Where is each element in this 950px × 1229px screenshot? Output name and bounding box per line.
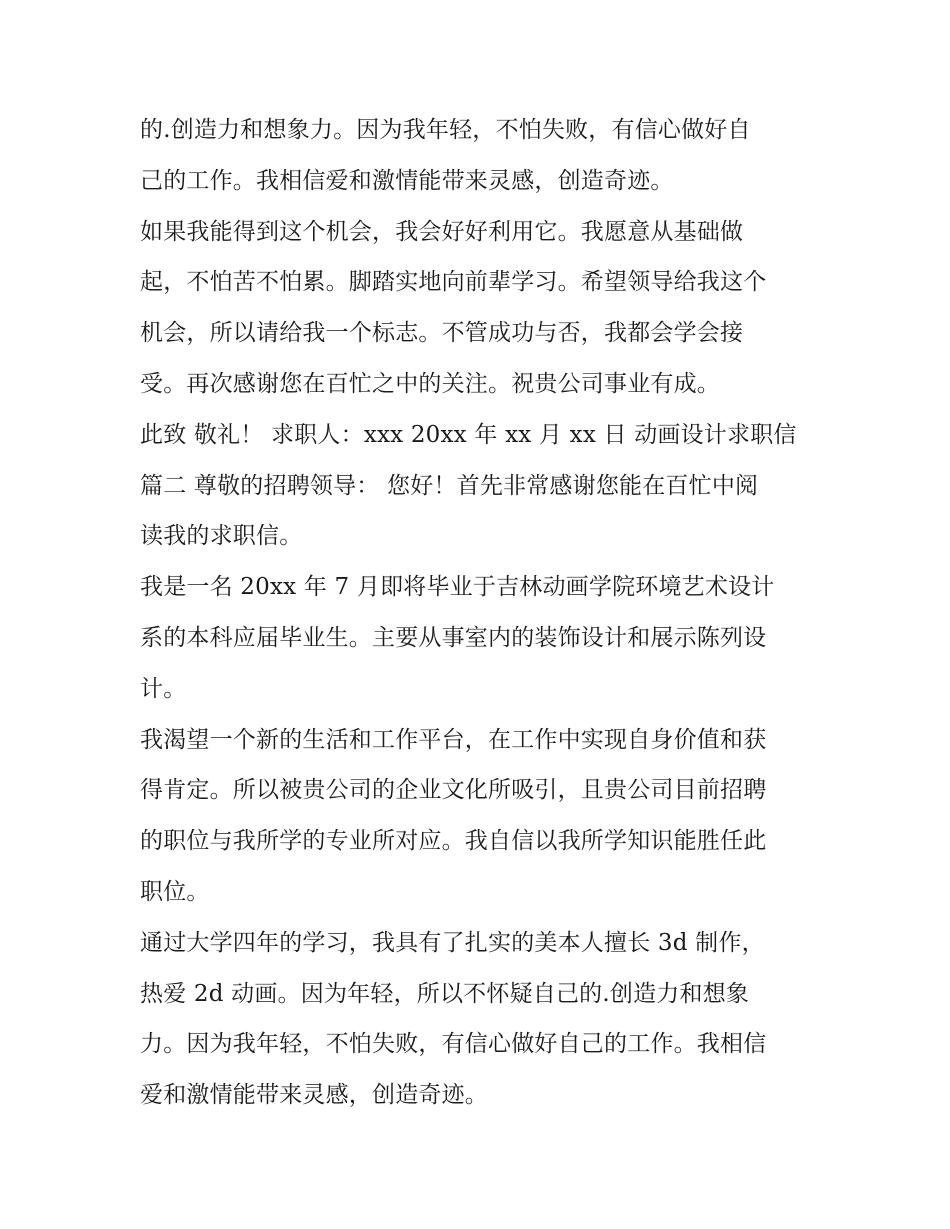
document-body [140,105,830,1121]
text-line: 的职位与我所学的专业所对应。我自信以我所学知识能胜任此 [140,828,767,855]
text-line: 读我的求职信。 [140,523,303,550]
text-line: 职位。 [140,878,210,905]
text-line: 我渴望一个新的生活和工作平台，在工作中实现自身价值和获 [140,726,767,753]
text-line: 爱和激情能带来灵感，创造奇迹。 [140,1082,488,1109]
text-line: 如果我能得到这个机会，我会好好利用它。我愿意从基础做 [140,218,744,245]
text-line: 的.创造力和想象力。因为我年轻，不怕失败，有信心做好自 [140,117,751,143]
text-line: 我是一名 20xx 年 7 月即将毕业于吉林动画学院环境艺术设计 [140,574,775,601]
text-line: 篇二 尊敬的招聘领导： 您好！首先非常感谢您能在百忙中阅 [140,472,759,499]
text-line: 起，不怕苦不怕累。脚踏实地向前辈学习。希望领导给我这个 [140,269,767,296]
text-line: 通过大学四年的学习，我具有了扎实的美本人擅长 3d 制作， [140,929,765,956]
text-line: 机会，所以请给我一个标志。不管成功与否，我都会学会接 [140,320,744,347]
text-line: 己的工作。我相信爱和激情能带来灵感，创造奇迹。 [140,167,674,194]
text-line: 受。再次感谢您在百忙之中的关注。祝贵公司事业有成。 [140,370,720,397]
text-line: 此致 敬礼！ 求职人：xxx 20xx 年 xx 月 xx 日 动画设计求职信 [140,421,797,448]
text-line: 系的本科应届毕业生。主要从事室内的装饰设计和展示陈列设 [140,624,767,651]
text-line: 力。因为我年轻，不怕失败，有信心做好自己的工作。我相信 [140,1031,767,1058]
text-line: 得肯定。所以被贵公司的企业文化所吸引，且贵公司目前招聘 [140,777,767,804]
text-line: 计。 [140,675,187,702]
text-line: 热爱 2d 动画。因为年轻，所以不怀疑自己的.创造力和想象 [140,980,750,1007]
